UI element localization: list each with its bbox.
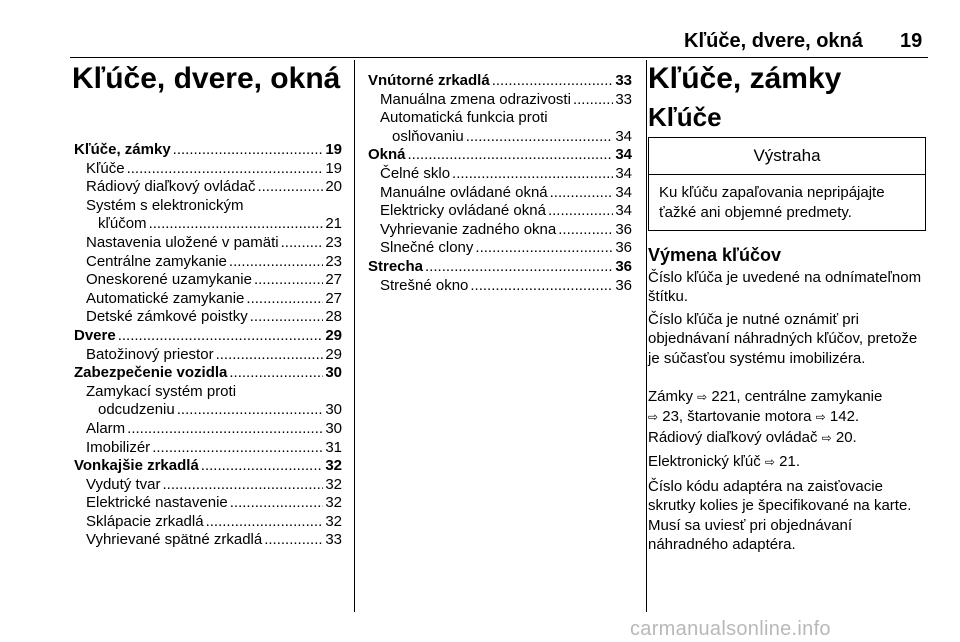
paragraph-key-order: Číslo kľúča je nutné oznámiť pri objednávaní náhradných kľúčov, pretože je súčasťou systému imobilizéra.: [648, 311, 918, 367]
toc-entry-page: 36: [615, 239, 632, 257]
toc-entry-label: Čelné sklo: [380, 164, 451, 182]
toc-entry-label: Zamykací systém proti: [86, 382, 237, 400]
toc-entry-label: Vyhrievanie zadného okna: [380, 220, 557, 238]
toc-middle: [368, 72, 632, 295]
toc-entry-label: Rádiový diaľkový ovládač: [86, 178, 256, 196]
toc-entry-label: odcudzeniu: [98, 401, 175, 419]
column-divider-right: [646, 60, 647, 612]
toc-entry: [368, 109, 632, 128]
toc-entry-label: Automatická funkcia proti: [380, 109, 548, 127]
toc-dot-leader: [177, 401, 324, 420]
toc-dot-leader: [246, 290, 323, 309]
toc-dot-leader: [475, 239, 613, 258]
warning-box: [648, 137, 926, 231]
toc-entry-page: 33: [615, 72, 632, 89]
toc-dot-leader: [152, 439, 323, 458]
toc-dot-leader: [281, 234, 324, 253]
warning-heading: Výstraha: [649, 138, 925, 175]
paragraph-key-number: Číslo kľúča je uvedené na odnímateľnom štítku.: [648, 269, 922, 306]
toc-dot-leader: [254, 271, 323, 290]
toc-dot-leader: [408, 146, 614, 165]
toc-entry-label: kľúčom: [98, 215, 147, 233]
column-divider-left: [354, 60, 355, 612]
toc-entry-page: 36: [615, 276, 632, 294]
toc-entry: [74, 420, 342, 439]
toc-dot-leader: [201, 457, 324, 476]
toc-entry: [74, 494, 342, 513]
toc-dot-leader: [118, 327, 324, 346]
toc-dot-leader: [452, 165, 613, 184]
toc-entry: [74, 401, 342, 420]
toc-entry: [368, 184, 632, 203]
toc-entry-page: 32: [325, 494, 342, 512]
toc-section-entry: [74, 141, 342, 160]
toc-entry-label: Strešné okno: [380, 276, 469, 294]
toc-entry-page: 31: [325, 438, 342, 456]
paragraph-electronic-key-ref: Elektronický kľúč ⇨ 21.: [648, 453, 801, 470]
toc-entry-label: Kľúče: [86, 159, 125, 177]
toc-entry-page: 34: [615, 146, 632, 164]
toc-entry: [74, 160, 342, 179]
toc-entry-label: Vydutý tvar: [86, 475, 161, 493]
toc-dot-leader: [573, 91, 613, 110]
toc-dot-leader: [425, 258, 613, 277]
paragraph-locks-ref: Zámky ⇨ 221, centrálne zamykanie ⇨ 23, štartovanie motora ⇨ 142.: [648, 388, 883, 426]
toc-entry-page: 20: [325, 178, 342, 196]
toc-section-entry: [74, 364, 342, 383]
toc-dot-leader: [230, 494, 324, 513]
toc-entry-label: Dvere: [74, 326, 116, 344]
toc-entry-page: 19: [325, 159, 342, 177]
toc-entry: [74, 215, 342, 234]
toc-entry-label: Kľúče, zámky: [74, 141, 171, 158]
toc-entry-label: Okná: [368, 146, 406, 164]
toc-dot-leader: [550, 184, 614, 203]
toc-entry-page: 23: [325, 233, 342, 251]
toc-entry: [74, 178, 342, 197]
toc-entry-label: Detské zámkové poistky: [86, 308, 248, 326]
toc-dot-leader: [229, 253, 323, 272]
toc-entry-label: Systém s elektronickým: [86, 196, 244, 214]
toc-entry: [74, 308, 342, 327]
toc-dot-leader: [492, 72, 614, 91]
toc-entry: [368, 277, 632, 296]
toc-entry-label: Vnútorné zrkadlá: [368, 72, 490, 89]
header-title: Kľúče, dvere, okná: [684, 30, 863, 52]
toc-dot-leader: [558, 221, 613, 240]
toc-entry: [74, 197, 342, 216]
toc-section-entry: [368, 146, 632, 165]
header-rule: [70, 57, 928, 58]
toc-entry-page: 29: [325, 326, 342, 344]
toc-entry-page: 32: [325, 512, 342, 530]
toc-entry: [368, 221, 632, 240]
toc-entry: [74, 346, 342, 365]
toc-entry: [74, 476, 342, 495]
toc-entry-label: Nastavenia uložené v pamäti: [86, 233, 279, 251]
toc-section-entry: [368, 72, 632, 91]
toc-entry-page: 33: [615, 90, 632, 108]
toc-entry-label: Oneskorené uzamykanie: [86, 271, 252, 289]
toc-entry: [74, 253, 342, 272]
toc-entry-label: Manuálne ovládané okná: [380, 183, 548, 201]
toc-dot-leader: [149, 215, 324, 234]
paragraph-adapter: Číslo kódu adaptéra na zaisťovacie skrutky kolies je špecifikované na karte. Musí sa uviesť pri objednávaní náhradného adaptéra.: [648, 478, 912, 553]
toc-entry-page: 21: [325, 215, 342, 233]
right-arrow-icon: ⇨: [815, 410, 826, 425]
toc-dot-leader: [206, 513, 324, 532]
toc-entry-label: Slnečné clony: [380, 239, 474, 257]
toc-entry: [74, 513, 342, 532]
toc-entry: [368, 128, 632, 147]
toc-dot-leader: [127, 160, 324, 179]
toc-entry-label: Manuálna zmena odrazivosti: [380, 90, 571, 108]
toc-entry-page: 27: [325, 271, 342, 289]
toc-entry-page: 30: [325, 419, 342, 437]
toc-entry: [368, 91, 632, 110]
warning-text: Ku kľúču zapaľovania nepripájajte ťažké ani objemné predmety.: [659, 184, 885, 221]
toc-entry-page: 33: [325, 531, 342, 549]
toc-dot-leader: [216, 346, 324, 365]
toc-dot-leader: [127, 420, 323, 439]
toc-entry-page: 34: [615, 183, 632, 201]
right-arrow-icon: ⇨: [648, 410, 659, 425]
toc-entry-page: 29: [325, 345, 342, 363]
toc-dot-leader: [264, 531, 323, 550]
toc-entry: [74, 234, 342, 253]
toc-entry-label: Sklápacie zrkadlá: [86, 512, 204, 530]
toc-entry: [74, 439, 342, 458]
toc-entry-label: Zabezpečenie vozidla: [74, 364, 228, 382]
toc-dot-leader: [470, 277, 613, 296]
right-arrow-icon: ⇨: [764, 455, 775, 469]
toc-dot-leader: [257, 178, 323, 197]
toc-entry-page: 28: [325, 308, 342, 326]
toc-entry: [74, 290, 342, 309]
toc-dot-leader: [162, 476, 323, 495]
toc-entry: [74, 383, 342, 402]
toc-entry-page: 36: [615, 220, 632, 238]
toc-entry-page: 34: [615, 127, 632, 145]
toc-entry-label: Elektricky ovládané okná: [380, 202, 546, 220]
toc-section-entry: [74, 327, 342, 346]
toc-entry-label: Imobilizér: [86, 438, 151, 456]
subsection-title: Kľúče: [648, 102, 722, 132]
toc-entry-label: Vonkajšie zrkadlá: [74, 457, 199, 475]
toc-entry-label: Centrálne zamykanie: [86, 252, 227, 270]
toc-section-entry: [74, 457, 342, 476]
toc-entry-page: 23: [325, 252, 342, 270]
toc-section-entry: [368, 258, 632, 277]
toc-dot-leader: [173, 141, 324, 160]
toc-entry-page: 30: [325, 401, 342, 419]
toc-entry-page: 34: [615, 202, 632, 220]
keys-heading: Výmena kľúčov: [648, 245, 781, 265]
toc-entry-page: 27: [325, 289, 342, 307]
toc-entry: [368, 239, 632, 258]
right-arrow-icon: ⇨: [821, 431, 832, 445]
toc-entry-page: 19: [325, 141, 342, 158]
toc-entry: [74, 531, 342, 550]
toc-entry-page: 36: [615, 257, 632, 275]
toc-entry-label: Vyhrievané spätné zrkadlá: [86, 531, 263, 549]
toc-entry-label: Automatické zamykanie: [86, 289, 245, 307]
toc-dot-leader: [250, 308, 324, 327]
toc-dot-leader: [548, 202, 613, 221]
right-arrow-icon: ⇨: [697, 390, 708, 404]
section-title: Kľúče, zámky: [648, 62, 842, 95]
toc-dot-leader: [466, 128, 614, 147]
paragraph-remote-ref: Rádiový diaľkový ovládač ⇨ 20.: [648, 429, 857, 446]
toc-entry-page: 32: [325, 457, 342, 475]
toc-entry-label: Elektrické nastavenie: [86, 494, 228, 512]
toc-entry: [74, 271, 342, 290]
watermark: carmanualsonline.info: [630, 618, 831, 640]
toc-entry-label: Alarm: [86, 419, 126, 437]
toc-entry-page: 32: [325, 475, 342, 493]
page-number: 19: [900, 30, 923, 52]
toc-entry-page: 34: [615, 164, 632, 182]
toc-entry: [368, 202, 632, 221]
toc-dot-leader: [229, 364, 323, 383]
toc-entry-label: Strecha: [368, 257, 424, 275]
toc-entry-page: 30: [325, 364, 342, 382]
toc-entry: [368, 165, 632, 184]
toc-left: [74, 141, 342, 550]
toc-entry-label: Batožinový priestor: [86, 345, 214, 363]
chapter-title: Kľúče, dvere, okná: [72, 62, 341, 95]
toc-entry-label: oslňovaniu: [392, 127, 464, 145]
